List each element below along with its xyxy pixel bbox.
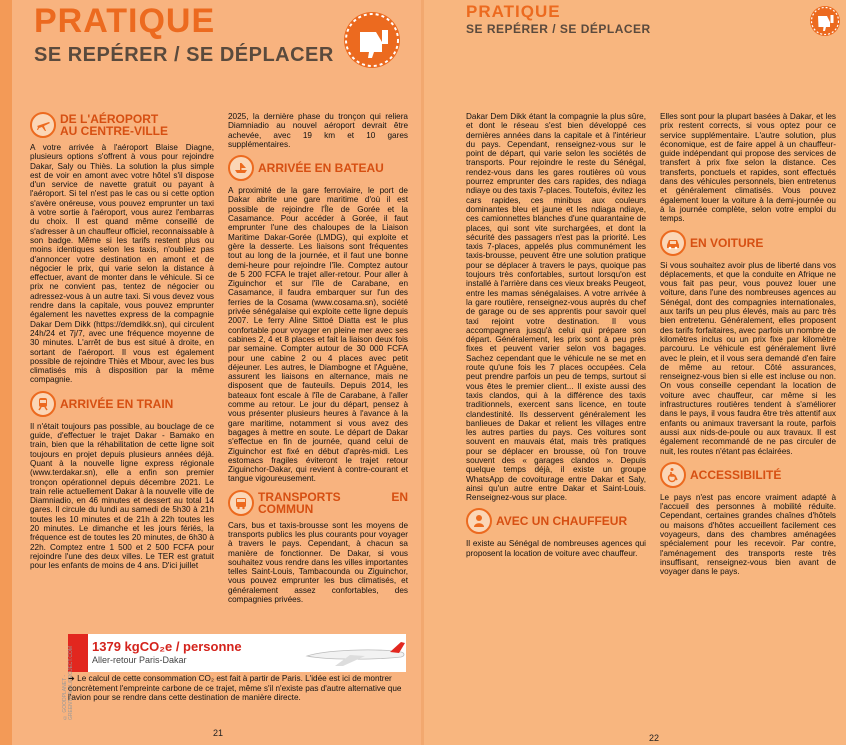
page-subtitle: SE REPÉRER / SE DÉPLACER [34,44,334,66]
page-title: PRATIQUE [466,2,561,21]
section-title-public-transport: TRANSPORTS EN COMMUN [258,489,408,516]
section-title-boat: ARRIVÉE EN BATEAU [258,161,384,176]
left-edge-strip [0,0,12,745]
accessibility-text: Le pays n'est pas encore vraiment adapté à l'accueil des personnes à mobilité réduite. Cependant, certaines grandes chaînes d'hôtels ou maisons d'hôtes accueillent facilement ces voyageurs, dans des chambres aménagées spécialement pour les recevoir. Par contre, l'aménagement des transports reste très insuffisant, renseignez-vous bien avant de voyager dans le pays. [660,492,836,577]
chauffeur-text: Il existe au Sénégal de nombreuses agences qui proposent la location de voiture avec chauffeur. [466,539,646,558]
right-column-1 [466,112,646,558]
section-title-chauffeur: AVEC UN CHAUFFEUR [496,514,628,529]
public-transport-text: Cars, bus et taxis-brousse sont les moyens de transports publics les plus courants pour voyager à travers le pays. Cependant, à chacun sa manière de fonctionner. De Dakar, si vous souhaitez vous rendre dans les villes importantes telles Saint-Louis, Tambacounda ou Ziguinchor, vous pouvez emprunter les bus climatisés, et généralement assez confortables, des compagnies privées. [228,520,408,605]
right-column-2 [660,112,836,576]
section-title-airport: DE L'AÉROPORT [60,112,159,126]
co2-credit: © GOODPLANET - GREENTRAVEL/PROJECT.COM [62,645,74,720]
airplane-icon [30,112,56,138]
co2-note: ➔ Le calcul de cette consommation CO₂ est fait à partir de Paris. L'idée est ici de montrer concrètement l'empreinte carbone de ce trajet, même s'il n'existe pas d'autre alternative que l'avion pour se rendre dans cette destination de manière directe. [68,674,402,702]
bus-icon [228,490,254,516]
chauffeur-continued-text: Elles sont pour la plupart basées à Dakar, et les prix restent corrects, si vous optez pour ce service supplémentaire. L'autre solution, plus économique, est de faire appel à un chauffeur-guide indépendant qui propose des services de transfert à prix fixe selon la distance. Ces transferts, ponctuels et rapides, sont effectués dans des véhicules personnels, bien entretenus et généralement climatisés. Vous pouvez également louer la voiture à la demi-journée ou à la journée complète, selon votre emploi du temps. [660,112,836,224]
page-right [424,0,846,745]
train-icon [30,391,56,417]
co2-value: 1379 kgCO₂e / personne [92,639,242,654]
page-subtitle: SE REPÉRER / SE DÉPLACER [466,22,651,36]
left-column-1 [30,112,214,570]
wheelchair-icon [660,462,686,488]
page-left [0,0,422,745]
section-title-car: EN VOITURE [690,235,764,250]
section-title-airport-2: AU CENTRE-VILLE [60,124,168,138]
section-title-accessibility: ACCESSIBILITÉ [690,467,782,482]
airport-text: A votre arrivée à l'aéroport Blaise Diagne, plusieurs options s'offrent à vous pour rejoindre Dakar, Saly ou Thiès. La solution la plus simple est de voir en amont avec votre hôtel s'il dispose d'un service de navette gratuit ou payant à l'aéroport. Si tel n'est pas le cas ou si cette option s'avère onéreuse, vous pouvez emprunter un taxi à votre sortie à l'aéroport, vous aurez l'embarras du choix. Il est quand même conseillé de s'adresser à un chauffeur officiel, reconnaissable à son badge. Même si les tarifs restent plus ou moins identiques selon les taxis, n'oubliez pas d'annoncer votre destination en amont et de négocier le prix, qui varie selon la distance à effectuer, avant de monter dans le véhicule. Si ce prix ne convient pas, tentez de négocier ou adressez-vous à un autre taxi. Si vous devez vous rendre dans la capitale, vous pouvez emprunter également les navettes express de la compagnie Dakar Dem Dikk (https://demdikk.sn), qui circulent 24h/24 et 7j/7, avec une fréquence moyenne de 30 minutes. L'arrêt de bus est situé à droite, en sortant de l'aéroport. Il vous est également possible de rejoindre Thiès et Mbour, avec les bus climatisés mis à disposition par la même compagnie. [30,143,214,385]
car-icon [660,230,686,256]
co2-route: Aller-retour Paris-Dakar [92,655,187,665]
page-number-left: 21 [213,728,224,738]
page-number-right: 22 [649,733,660,743]
page-title: PRATIQUE [34,2,216,40]
boat-icon [228,155,254,181]
boat-text: A proximité de la gare ferroviaire, le port de Dakar abrite une gare maritime d'où il est possible de rejoindre l'Île de Gorée et la Casamance. Pour accéder à Gorée, il faut emprunter l'une des chaloupes de la Liaison Maritime Dakar-Gorée (LMDG), qui exploite et gère la desserte. Les liaisons sont fréquentes tout au long de la journée, et il faut une bonne demi-heure pour rejoindre l'île. Comptez autour de 5 200 FCFA le trajet aller-retour. Pour aller à Ziguinchor et sur l'île de Carabane, en Casamance, il faudra embarquer sur l'un des ferries de la Cosama (www.cosama.sn), société privée sénégalaise qui exploite cette ligne depuis 2007. Le ferry Aline Sittoé Diatta est le plus confortable pour voyager en pleine mer avec ses cabines 2, 4 et 8 places et fait la liaison deux fois par semaine. Compter autour de 30 000 FCFA pour une cabine 2 ou 4 places avec petit déjeuner. Les autres, le Diambogne et l'Aguène, assurent les liaisons en alternance, mais ne disposent que de fauteuils. Depuis 2014, les bateaux font escale à l'île de Carabane, à l'aller comme au retour. Le jour du départ, pensez à vous présenter plusieurs heures à l'avance à la gare maritime, notamment si vous avez des bagages à mettre en soute. Le départ de Dakar s'effectue en fin de journée, quand celui de Ziguinchor est fixé en début d'après-midi. Les estomacs fragiles éviteront le trajet retour Ziguinchor-Dakar, qui revient à contre-courant et tangue vigoureusement. [228,186,408,484]
train-continued-text: 2025, la dernière phase du tronçon qui reliera Diamniadio au nouvel aéroport devrait être achevée, avec 19 km et 10 gares supplémentaires. [228,112,408,149]
left-column-2 [228,112,408,604]
airplane-illustration-icon [305,640,407,668]
chauffeur-icon [466,508,492,534]
car-text: Si vous souhaitez avoir plus de liberté dans vos déplacements, et que la conduite en Afrique ne vous fait pas peur, vous pouvez louer une voiture, dans l'une des nombreuses agences au Sénégal, dont des compagnies internationales, aux tarifs un peu plus élevés, mais au parc très bien entretenu. Généralement, elles proposent des tarifs forfaitaires, avec parfois un nombre de kilomètres inclus ou un prix fixe par kilomètre parcouru. Le véhicule est généralement livré avec le plein, et il vous sera demandé d'en faire de même au retour. Côté assurances, renseignez-vous bien si elle est incluse ou non. On vous conseille cependant la location de voiture avec chauffeur, car même si les infrastructures routières tendent à s'améliorer dans le pays, il vous faudra être très attentif aux enfants ou animaux traversant la route, parfois aussi aux nids-de-poule ou aux travaux. Il est également recommandé de ne pas circuler de nuit, les routes n'étant pas éclairées. [660,260,836,456]
public-transport-continued-text: Dakar Dem Dikk étant la compagnie la plus sûre, et dont le réseau s'est bien développé ces dernières années dans la capitale et à l'intérieur du pays. Cependant, renseignez-vous sur le point de départ, qui varie selon les sociétés de transports. Pour rejoindre le reste du Sénégal, rendez-vous dans les gares routières où vous pourrez emprunter des cars rapides, des ndiaga ndiaye ou des taxis 7-places. Toutefois, évitez les cars rapides, ces minibus aux couleurs dominantes bleu et jaune et les ndiaga ndiaye, ces camionnettes blanches d'une quarantaine de places, qui sont vite surchargées, et dont la sécurité des passagers n'est pas la priorité. Les taxis 7-places, appelés plus communément les taxis-brousse, peuvent être une solution pratique pour se déplacer à travers le pays, quoique pas toujours très confortables, surtout lorsqu'on est installé à l'arrière dans ces vieux breaks Peugeot, entre les mamas sénégalaises. A votre arrivée à la gare routière, renseignez-vous auprès du chef de garage ou de ses apprentis pour savoir quel taxi rejoint votre destination. Il vous accompagnera jusqu'à celui qui prépare son départ. Généralement, les prix sont à peu près fixes et peuvent varier selon vos bagages. Sachez cependant que le véhicule ne se met en route qu'une fois les 7 places occupées. Cela peut prendre parfois un peu de temps, surtout si vous êtes le premier client... Il existe aussi des taxis clandos, qui à la différence des taxis traditionnels, exercent sans licence, en toute clandestinité. Ils desservent généralement les banlieues de Dakar et relient les villages entre les autres parties du pays. Ces voitures sont souvent en mauvais état, mais très pratiques pour se déplacer en brousse, où l'on trouve souvent des « garages clandos ». Depuis quelque temps déjà, il existe un groupe WhatsApp de covoiturage entre Dakar et Saly, ainsi qu'un autre entre Dakar et Saint-Louis. Renseignez-vous sur place. [466,112,646,503]
section-title-train: ARRIVÉE EN TRAIN [60,396,174,411]
train-text: Il n'était toujours pas possible, au bouclage de ce guide, d'effectuer le trajet Dakar - Bamako en train, bien que la réhabilitation de cette ligne soit toujours en projet depuis plusieurs années déjà. Quant à la nouvelle ligne express régionale (www.terdakar.sn), elle a enfin son premier tronçon opérationnel depuis décembre 2021. Le train relie actuellement Dakar à la nouvelle ville de Diamniadio, en 46 minutes et dessert au total 14 gares. Il circule du lundi au samedi de 5h30 à 21h toutes les 10 minutes et de 21h à 22h toutes les 20 minutes. Le dimanche et les jours fériés, la fréquence est de toutes les 20 minutes, de 6h30 à 22h. Comptez entre 1 500 et 2 500 FCFA pour rejoindre l'une des deux villes. Le TER est gratuit pour les enfants de moins de 4 ans. D'ici juillet [30,421,214,571]
thumbs-down-icon [810,6,840,36]
thumbs-down-icon [344,12,400,68]
